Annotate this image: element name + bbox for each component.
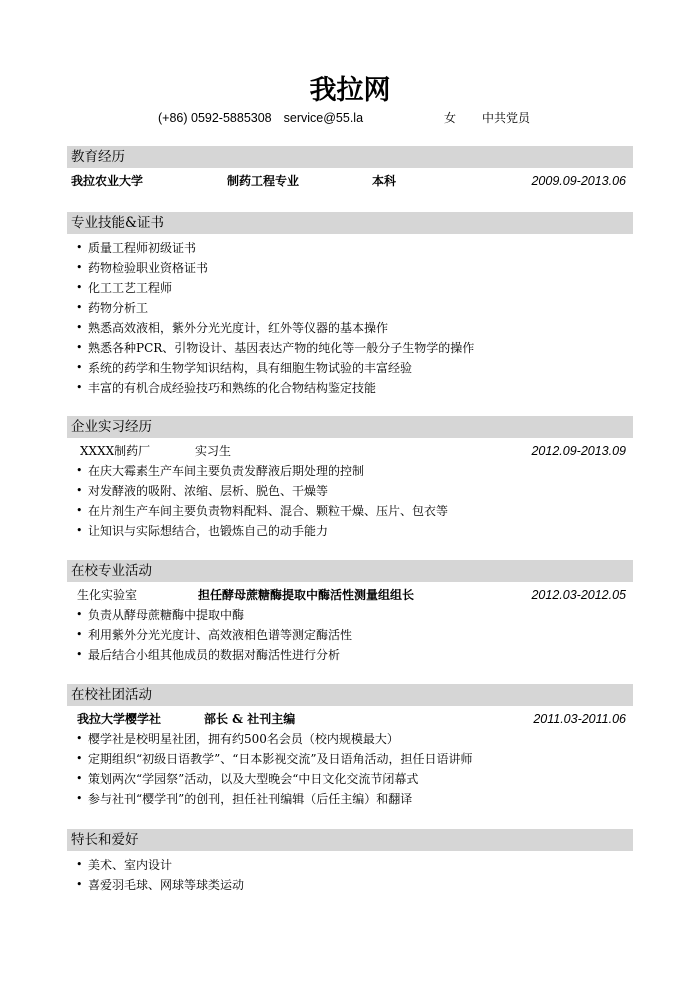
club-row (67, 709, 633, 729)
education-date: 2009.09-2013.06 (531, 174, 626, 188)
list-item: • 参与社刊“樱学刊”的创刊，担任社刊编辑（后任主编）和翻译 (67, 789, 633, 809)
list-item: • 负责从酵母蔗糖酶中提取中酶 (67, 605, 633, 625)
phone-number: (+86) 0592-5885308 (158, 111, 272, 125)
major: 制药工程专业 (227, 174, 300, 188)
bullet-icon: • (76, 241, 83, 254)
list-item: • 最后结合小组其他成员的数据对酶活性进行分析 (67, 645, 633, 665)
campus-activity-section (67, 560, 633, 665)
gender: 女 (444, 111, 457, 125)
bullet-icon: • (76, 524, 83, 537)
skills-section (67, 212, 633, 398)
candidate-name: 我拉网 (309, 75, 391, 106)
list-item: • 定期组织“初级日语教学”、“日本影视交流”及日语角活动，担任日语讲师 (67, 749, 633, 769)
club-list (67, 729, 633, 809)
degree: 本科 (372, 174, 397, 188)
hobbies-section (67, 829, 633, 895)
list-item: • 药物检验职业资格证书 (67, 258, 633, 278)
bullet-icon: • (76, 484, 83, 497)
activity-role: 担任酵母蔗糖酶提取中酶活性测量组组长 (198, 588, 415, 602)
bullet-icon: • (76, 321, 83, 334)
activity-org: 生化实验室 (77, 588, 138, 602)
bullet-icon: • (76, 261, 83, 274)
list-item: • 喜爱羽毛球、网球等球类运动 (67, 875, 633, 895)
internship-list (67, 461, 633, 541)
internship-header: 企业实习经历 (67, 416, 633, 438)
education-row (67, 171, 633, 191)
company-name: XXXX制药厂 (80, 444, 151, 458)
bullet-icon: • (76, 301, 83, 314)
education-section (67, 146, 633, 191)
club-role: 部长 & 社刊主编 (204, 712, 296, 726)
list-item: • 樱学社是校明星社团，拥有约500名会员（校内规模最大） (67, 729, 633, 749)
bullet-icon: • (76, 341, 83, 354)
bullet-icon: • (76, 361, 83, 374)
internship-section (67, 416, 633, 541)
internship-role: 实习生 (195, 444, 232, 458)
internship-date: 2012.09-2013.09 (531, 444, 626, 458)
list-item: • 熟悉各种PCR、引物设计、基因表达产物的纯化等一般分子生物学的操作 (67, 338, 633, 358)
list-item: • 质量工程师初级证书 (67, 238, 633, 258)
bullet-icon: • (76, 381, 83, 394)
list-item: • 对发酵液的吸附、浓缩、层析、脱色、干燥等 (67, 481, 633, 501)
campus-activity-row (67, 585, 633, 605)
club-header: 在校社团活动 (67, 684, 633, 706)
school-name: 我拉农业大学 (71, 174, 144, 188)
club-section (67, 684, 633, 809)
email-address: service@55.la (283, 111, 364, 125)
list-item: • 熟悉高效液相，紫外分光光度计，红外等仪器的基本操作 (67, 318, 633, 338)
personal-info (444, 110, 530, 126)
contact-info (158, 110, 363, 126)
activity-date: 2012.03-2012.05 (531, 588, 626, 602)
education-header: 教育经历 (67, 146, 633, 168)
bullet-icon: • (76, 628, 83, 641)
bullet-icon: • (76, 464, 83, 477)
bullet-icon: • (76, 504, 83, 517)
list-item: • 美术、室内设计 (67, 855, 633, 875)
campus-activity-header: 在校专业活动 (67, 560, 633, 582)
bullet-icon: • (76, 608, 83, 621)
list-item: • 在片剂生产车间主要负责物料配料、混合、颗粒干燥、压片、包衣等 (67, 501, 633, 521)
hobbies-header: 特长和爱好 (67, 829, 633, 851)
bullet-icon: • (76, 792, 83, 805)
list-item: • 丰富的有机合成经验技巧和熟练的化合物结构鉴定技能 (67, 378, 633, 398)
political-status: 中共党员 (482, 111, 531, 125)
list-item: • 化工工艺工程师 (67, 278, 633, 298)
club-name: 我拉大学樱学社 (77, 712, 162, 726)
list-item: • 让知识与实际想结合，也锻炼自己的动手能力 (67, 521, 633, 541)
skills-header: 专业技能&证书 (67, 212, 633, 234)
campus-activity-list (67, 605, 633, 665)
bullet-icon: • (76, 878, 83, 891)
bullet-icon: • (76, 772, 83, 785)
internship-row (67, 441, 633, 461)
bullet-icon: • (76, 732, 83, 745)
list-item: • 利用紫外分光光度计、高效液相色谱等测定酶活性 (67, 625, 633, 645)
hobbies-list (67, 855, 633, 895)
list-item: • 在庆大霉素生产车间主要负责发酵液后期处理的控制 (67, 461, 633, 481)
bullet-icon: • (76, 858, 83, 871)
list-item: • 策划两次“学园祭”活动，以及大型晚会“中日文化交流节闭幕式 (67, 769, 633, 789)
list-item: • 药物分析工 (67, 298, 633, 318)
list-item: • 系统的药学和生物学知识结构，具有细胞生物试验的丰富经验 (67, 358, 633, 378)
skills-list (67, 238, 633, 398)
bullet-icon: • (76, 648, 83, 661)
bullet-icon: • (76, 752, 83, 765)
bullet-icon: • (76, 281, 83, 294)
club-date: 2011.03-2011.06 (533, 712, 626, 726)
